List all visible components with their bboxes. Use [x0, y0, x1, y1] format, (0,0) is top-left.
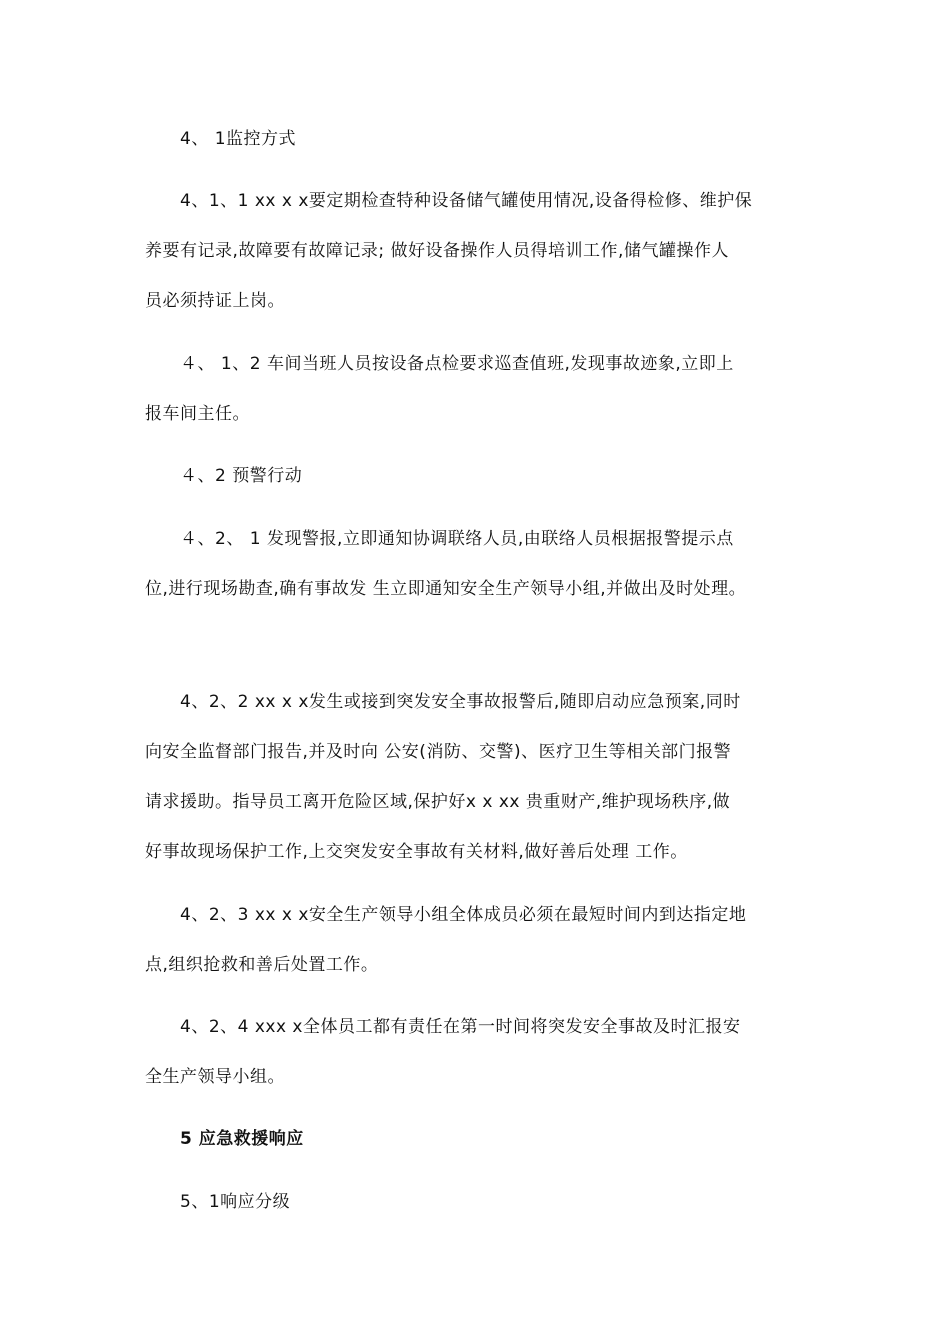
- paragraph-4-2-3-line-1: 4、2、3 xx x x安全生产领导小组全体成员必须在最短时间内到达指定地: [180, 905, 747, 925]
- paragraph-4-2-2-line-4: 好事故现场保护工作,上交突发安全事故有关材料,做好善后处理 工作。: [145, 842, 688, 862]
- paragraph-4-1-2-line-2: 报车间主任。: [145, 404, 250, 424]
- heading-5-1: 5、1响应分级: [180, 1192, 291, 1212]
- paragraph-4-1-1-line-1: 4、1、1 xx x x要定期检查特种设备储气罐使用情况,设备得检修、维护保: [180, 191, 753, 211]
- paragraph-4-2-1-line-2: 位,进行现场勘查,确有事故发 生立即通知安全生产领导小组,并做出及时处理。: [145, 579, 747, 599]
- paragraph-4-2-2-line-1: 4、2、2 xx x x发生或接到突发安全事故报警后,随即启动应急预案,同时: [180, 692, 741, 712]
- paragraph-4-1-2-line-1: ４、 1、2 车间当班人员按设备点检要求巡查值班,发现事故迹象,立即上: [180, 354, 734, 374]
- heading-4-2: ４、2 预警行动: [180, 466, 303, 486]
- paragraph-4-2-2-line-2: 向安全监督部门报告,并及时向 公安(消防、交警)、医疗卫生等相关部门报警: [145, 742, 732, 762]
- paragraph-4-2-4-line-2: 全生产领导小组。: [145, 1067, 285, 1087]
- paragraph-4-2-3-line-2: 点,组织抢救和善后处置工作。: [145, 955, 379, 975]
- paragraph-4-1-1-line-2: 养要有记录,故障要有故障记录; 做好设备操作人员得培训工作,储气罐操作人: [145, 241, 729, 261]
- heading-4-1: 4、 1监控方式: [180, 129, 297, 149]
- paragraph-4-2-4-line-1: 4、2、4 xxx x全体员工都有责任在第一时间将突发安全事故及时汇报安: [180, 1017, 741, 1037]
- paragraph-4-2-1-line-1: ４、2、 1 发现警报,立即通知协调联络人员,由联络人员根据报警提示点: [180, 529, 734, 549]
- heading-5: 5 应急救援响应: [180, 1129, 304, 1149]
- paragraph-4-2-2-line-3: 请求援助。指导员工离开危险区域,保护好x x xx 贵重财产,维护现场秩序,做: [145, 792, 731, 812]
- paragraph-4-1-1-line-3: 员必须持证上岗。: [145, 291, 285, 311]
